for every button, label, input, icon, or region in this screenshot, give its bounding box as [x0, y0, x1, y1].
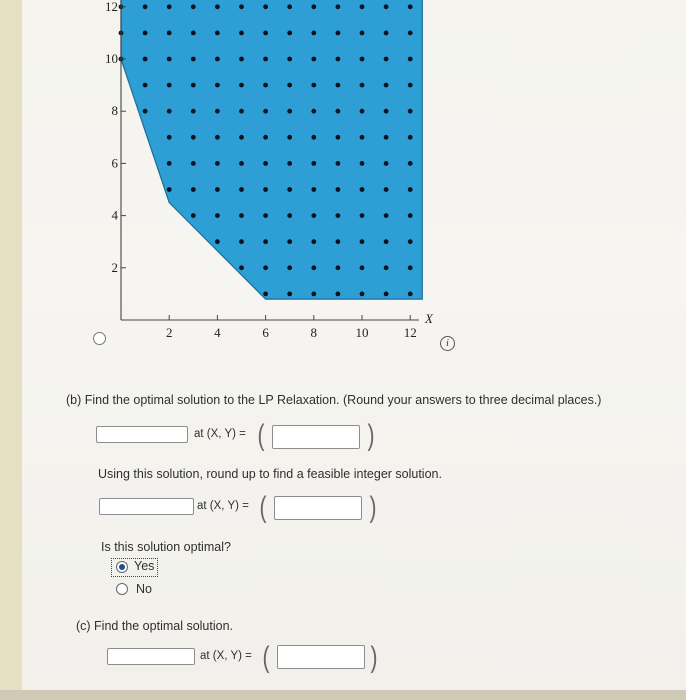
lattice-point: [215, 109, 220, 114]
lattice-point: [191, 109, 196, 114]
lattice-point: [336, 135, 341, 140]
feasible-region: [121, 0, 422, 299]
at-xy-label: at (X, Y) =: [194, 428, 246, 440]
no-label[interactable]: No: [136, 582, 152, 596]
no-radio[interactable]: [116, 583, 128, 595]
lattice-point: [287, 31, 292, 36]
lattice-point: [360, 213, 365, 218]
lattice-point: [311, 135, 316, 140]
lattice-point: [263, 239, 268, 244]
lattice-point: [287, 109, 292, 114]
lattice-point: [263, 187, 268, 192]
y-tick-label: 6: [111, 155, 118, 171]
lattice-point: [239, 31, 244, 36]
right-paren-3: ): [370, 641, 378, 674]
lattice-point: [408, 292, 413, 297]
lattice-point: [167, 187, 172, 192]
y-tick-label: 4: [111, 207, 118, 223]
lattice-point: [215, 213, 220, 218]
lattice-point: [408, 4, 413, 9]
lattice-point: [167, 83, 172, 88]
lattice-point: [384, 265, 389, 270]
lattice-point: [311, 213, 316, 218]
lattice-point: [167, 135, 172, 140]
lattice-point: [384, 31, 389, 36]
lattice-point: [360, 57, 365, 62]
lattice-point: [384, 187, 389, 192]
lattice-point: [239, 57, 244, 62]
rounding-prompt: Using this solution, round up to find a feasible integer solution.: [98, 467, 442, 481]
y-tick-label: 8: [111, 103, 118, 119]
lattice-point: [287, 187, 292, 192]
lattice-point: [191, 213, 196, 218]
x-tick-label: 6: [262, 325, 269, 340]
lattice-point: [336, 31, 341, 36]
lattice-point: [191, 161, 196, 166]
lattice-point: [408, 239, 413, 244]
x-tick-label: 8: [310, 325, 318, 340]
x-tick-label: 10: [355, 325, 369, 340]
lattice-point: [239, 187, 244, 192]
lattice-point: [311, 57, 316, 62]
lattice-point: [287, 161, 292, 166]
lattice-point: [336, 265, 341, 270]
left-paren-3: (: [262, 641, 270, 674]
lattice-point: [215, 31, 220, 36]
lattice-point: [215, 187, 220, 192]
lattice-point: [287, 135, 292, 140]
at-xy-label-2: at (X, Y) =: [197, 500, 249, 512]
lattice-point: [311, 239, 316, 244]
lattice-point: [360, 161, 365, 166]
lattice-point: [239, 4, 244, 9]
lattice-point: [143, 31, 148, 36]
lattice-point: [384, 57, 389, 62]
lattice-point: [360, 135, 365, 140]
lattice-point: [143, 109, 148, 114]
lattice-point: [384, 161, 389, 166]
lattice-point: [408, 109, 413, 114]
lattice-point: [384, 239, 389, 244]
lattice-point: [143, 4, 148, 9]
yes-radio[interactable]: [116, 561, 128, 573]
lattice-point: [384, 109, 389, 114]
lattice-point: [263, 161, 268, 166]
lattice-point: [263, 135, 268, 140]
lattice-point: [287, 292, 292, 297]
lattice-point: [239, 109, 244, 114]
lattice-point: [287, 57, 292, 62]
left-paren-2: (: [259, 491, 267, 524]
lattice-point: [263, 57, 268, 62]
lattice-point: [336, 161, 341, 166]
lattice-point: [263, 83, 268, 88]
lattice-point: [360, 83, 365, 88]
lattice-point: [408, 265, 413, 270]
lattice-point: [287, 83, 292, 88]
lattice-point: [408, 57, 413, 62]
lattice-point: [215, 57, 220, 62]
lattice-point: [360, 265, 365, 270]
lattice-point: [215, 83, 220, 88]
lattice-point: [287, 265, 292, 270]
lattice-point: [263, 265, 268, 270]
lattice-point: [263, 292, 268, 297]
lattice-point: [336, 109, 341, 114]
lattice-point: [191, 31, 196, 36]
optimal-xy-input[interactable]: [277, 645, 365, 669]
x-tick-label: 2: [165, 325, 173, 340]
lattice-point: [263, 31, 268, 36]
lattice-point: [384, 292, 389, 297]
info-icon[interactable]: i: [440, 336, 455, 351]
lattice-point: [311, 161, 316, 166]
lp-xy-input[interactable]: [272, 425, 360, 449]
lattice-point: [336, 83, 341, 88]
x-tick-label: 4: [214, 325, 221, 340]
lattice-point: [360, 109, 365, 114]
x-axis-label: X: [425, 311, 433, 326]
lattice-point: [360, 187, 365, 192]
lp-objective-input[interactable]: [96, 426, 188, 443]
graph-option-radio[interactable]: [93, 332, 106, 345]
lattice-point: [408, 83, 413, 88]
lattice-point: [311, 187, 316, 192]
lattice-point: [336, 292, 341, 297]
lattice-point: [167, 109, 172, 114]
at-xy-label-3: at (X, Y) =: [200, 650, 252, 662]
optimal-question: Is this solution optimal?: [101, 540, 231, 554]
lattice-point: [191, 83, 196, 88]
lattice-point: [191, 187, 196, 192]
lattice-point: [167, 161, 172, 166]
rounded-xy-input[interactable]: [274, 496, 362, 520]
lattice-point: [408, 161, 413, 166]
lattice-point: [360, 4, 365, 9]
lattice-point: [263, 109, 268, 114]
lattice-point: [408, 187, 413, 192]
y-tick-label: 12: [105, 0, 118, 14]
lattice-point: [311, 265, 316, 270]
lattice-point: [311, 83, 316, 88]
yes-label[interactable]: Yes: [134, 559, 155, 573]
lattice-point: [239, 239, 244, 244]
lattice-point: [287, 239, 292, 244]
lattice-point: [191, 57, 196, 62]
lattice-point: [215, 4, 220, 9]
bottom-bar: [0, 690, 686, 700]
lattice-point: [287, 213, 292, 218]
lattice-point: [167, 31, 172, 36]
lattice-point: [384, 135, 389, 140]
right-paren: ): [367, 419, 375, 452]
lattice-point: [191, 135, 196, 140]
lattice-point: [215, 239, 220, 244]
lattice-point: [408, 135, 413, 140]
y-tick-label: 10: [105, 51, 118, 66]
lattice-point: [311, 292, 316, 297]
lattice-point: [336, 187, 341, 192]
lattice-point: [239, 161, 244, 166]
lattice-point: [239, 135, 244, 140]
lattice-point: [167, 4, 172, 9]
lattice-point: [360, 239, 365, 244]
lattice-point: [287, 4, 292, 9]
y-tick-label: 2: [111, 259, 118, 275]
lattice-point: [336, 213, 341, 218]
lattice-point: [336, 239, 341, 244]
part-b-prompt: (b) Find the optimal solution to the LP Relaxation. (Round your answers to three decimal places.): [66, 393, 602, 407]
lattice-point: [191, 4, 196, 9]
lattice-point: [215, 135, 220, 140]
rounded-objective-input[interactable]: [99, 498, 194, 515]
lattice-point: [408, 213, 413, 218]
lattice-point: [311, 109, 316, 114]
part-c-prompt: (c) Find the optimal solution.: [76, 619, 234, 633]
lattice-point: [263, 213, 268, 218]
lattice-point: [215, 161, 220, 166]
optimal-objective-input[interactable]: [107, 648, 195, 665]
lattice-point: [360, 31, 365, 36]
lattice-point: [384, 83, 389, 88]
lattice-point: [408, 31, 413, 36]
lattice-point: [167, 57, 172, 62]
x-tick-label: 12: [403, 325, 417, 340]
lattice-point: [239, 265, 244, 270]
lattice-point: [384, 4, 389, 9]
lattice-point: [336, 4, 341, 9]
lattice-point: [143, 83, 148, 88]
right-paren-2: ): [369, 491, 377, 524]
lattice-point: [384, 213, 389, 218]
lattice-point: [239, 213, 244, 218]
lattice-point: [336, 57, 341, 62]
lattice-point: [143, 57, 148, 62]
lattice-point: [239, 83, 244, 88]
lattice-point: [311, 31, 316, 36]
left-paren: (: [257, 419, 265, 452]
lattice-point: [311, 4, 316, 9]
lattice-point: [360, 292, 365, 297]
lattice-point: [263, 4, 268, 9]
